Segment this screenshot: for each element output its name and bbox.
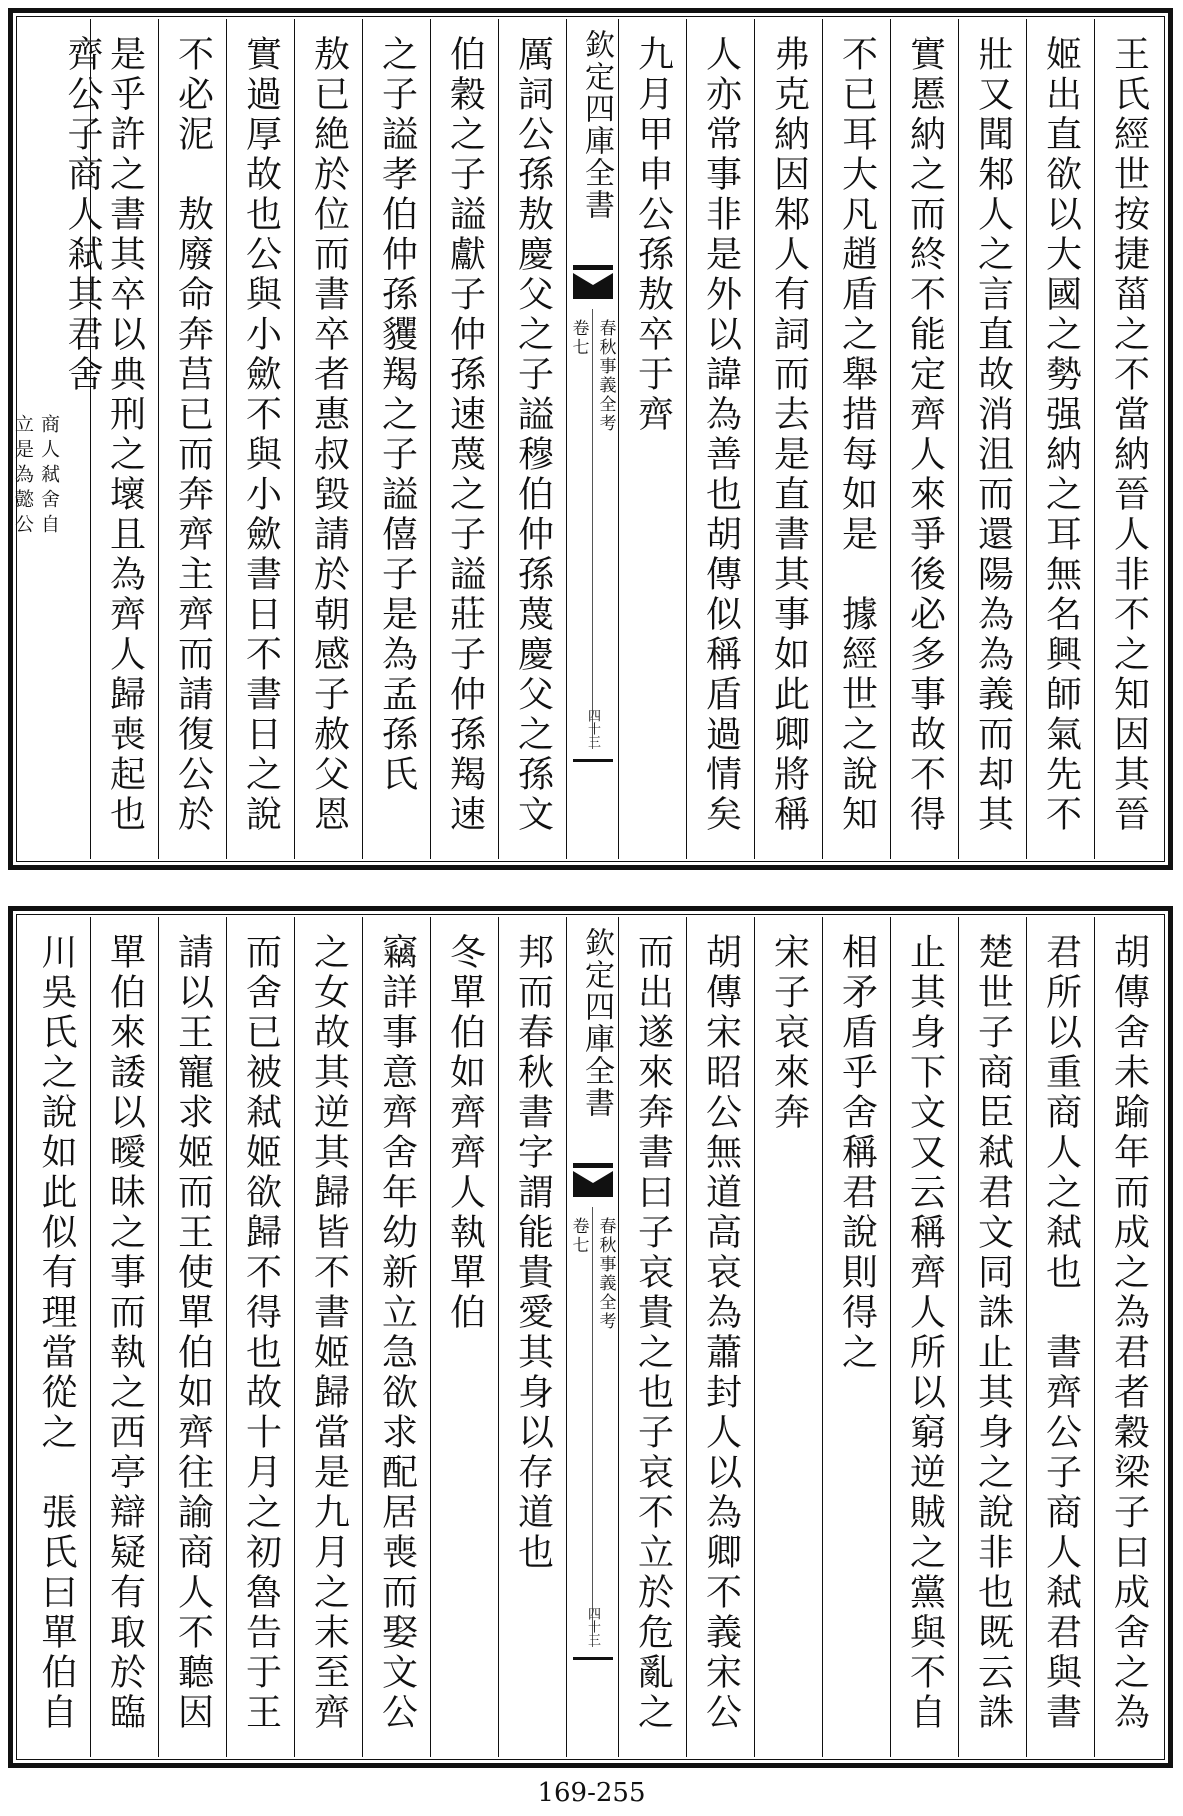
page-footer-number: 169-255 <box>537 1778 646 1808</box>
center-fold-margin <box>566 19 618 859</box>
text-column <box>498 917 566 1757</box>
text-column <box>498 19 566 859</box>
column-text: 不必泥 敖廢命奔莒已而奔齊主齊而請復公於 <box>172 35 214 835</box>
book-subtitle: 春秋事義全考 <box>595 319 616 433</box>
column-text: 相矛盾乎舍稱君說則得之 <box>836 933 878 1373</box>
annotation-note: 商人弒舍自 <box>38 414 60 539</box>
text-column <box>1094 917 1162 1757</box>
column-text: 之女故其逆其歸皆不書姬歸當是九月之末至齊 <box>308 933 350 1733</box>
text-column <box>226 917 294 1757</box>
lower-margin-rule <box>573 1657 613 1660</box>
text-columns-bottom <box>19 917 1162 1757</box>
book-subtitle: 春秋事義全考 <box>595 1217 616 1331</box>
book-title: 欽定四庫全書 <box>579 29 614 221</box>
page-panel-top <box>8 8 1173 870</box>
text-column <box>822 917 890 1757</box>
text-column <box>1026 19 1094 859</box>
text-column <box>822 19 890 859</box>
text-column <box>958 19 1026 859</box>
column-text: 齊公子商人弒其君舍 <box>62 35 103 395</box>
text-column <box>22 917 90 1757</box>
column-text: 單伯來諉以曖昧之事而執之西亭辯疑有取於臨 <box>104 933 146 1733</box>
text-column <box>158 917 226 1757</box>
column-text: 弗克納因邾人有詞而去是直書其事如此卿將稱 <box>768 35 810 835</box>
book-subtitle-block <box>569 319 616 433</box>
text-columns-top <box>12 19 1162 859</box>
column-text: 而舍已被弒姬欲歸不得也故十月之初魯告于王 <box>240 933 282 1733</box>
volume-label: 卷七 <box>568 319 589 357</box>
column-text: 楚世子商臣弒君文同誅止其身之說非也既云誅 <box>972 933 1014 1733</box>
text-column <box>754 917 822 1757</box>
folio-number <box>567 709 618 748</box>
text-column <box>362 917 430 1757</box>
text-column <box>362 19 430 859</box>
column-text: 敖已絶於位而書卒者惠叔毀請於朝感子赦父恩 <box>308 35 350 835</box>
text-column <box>1094 19 1162 859</box>
column-text: 胡傳宋昭公無道高哀為蕭封人以為卿不義宋公 <box>700 933 742 1733</box>
text-column <box>430 19 498 859</box>
text-column <box>890 19 958 859</box>
folio-number <box>567 1607 618 1646</box>
column-text: 王氏經世按捷菑之不當納晉人非不之知因其晉 <box>1108 35 1150 835</box>
column-text: 伯穀之子謚獻子仲孫速蔑之子謚莊子仲孫羯速 <box>444 35 486 835</box>
column-text: 宋子哀來奔 <box>768 933 810 1133</box>
column-text: 胡傳舍未踰年而成之為君者穀梁子曰成舍之為 <box>1108 933 1150 1733</box>
text-column <box>294 19 362 859</box>
page-panel-bottom <box>8 906 1173 1768</box>
text-column <box>890 917 958 1757</box>
column-text: 實過厚故也公與小歛不與小歛書日不書日之說 <box>240 35 282 835</box>
column-text: 邦而春秋書字謂能貴愛其身以存道也 <box>512 933 554 1573</box>
center-fold-margin <box>566 917 618 1757</box>
annotation-note: 立是為懿公 <box>12 414 34 539</box>
column-text: 冬單伯如齊齊人執單伯 <box>444 933 486 1333</box>
column-text: 川吳氏之說如此似有理當從之 張氏曰單伯自 <box>36 933 77 1733</box>
text-column <box>158 19 226 859</box>
column-text: 九月甲申公孫敖卒于齊 <box>632 35 674 435</box>
text-column <box>226 19 294 859</box>
book-subtitle-block <box>569 1217 616 1331</box>
text-column-with-note <box>12 19 103 859</box>
column-text: 實慝納之而終不能定齊人來爭後必多事故不得 <box>904 35 946 835</box>
text-column <box>90 19 158 859</box>
text-column <box>1026 917 1094 1757</box>
column-text: 不已耳大凡趙盾之舉措每如是 據經世之說知 <box>836 35 878 835</box>
text-column <box>686 917 754 1757</box>
text-column <box>618 917 686 1757</box>
folio-number-text: 四十三 <box>585 709 600 748</box>
text-column <box>754 19 822 859</box>
folio-number-text: 四十三 <box>585 1607 600 1646</box>
text-column <box>686 19 754 859</box>
column-text: 壯又聞邾人之言直故消沮而還陽為為義而却其 <box>972 35 1014 835</box>
fishtail-mark-icon <box>573 265 613 299</box>
fishtail-mark-icon <box>573 1163 613 1197</box>
column-text: 姬出直欲以大國之勢强納之耳無名興師氣先不 <box>1040 35 1082 835</box>
text-column <box>618 19 686 859</box>
text-column <box>90 917 158 1757</box>
text-column <box>958 917 1026 1757</box>
column-text: 厲詞公孫敖慶父之子謚穆伯仲孫蔑慶父之孫文 <box>512 35 554 835</box>
lower-margin-rule <box>573 759 613 762</box>
volume-label: 卷七 <box>568 1217 589 1255</box>
column-text: 人亦常事非是外以諱為善也胡傳似稱盾過情矣 <box>700 35 742 835</box>
text-column <box>294 917 362 1757</box>
column-text: 請以王寵求姬而王使單伯如齊往諭商人不聽因 <box>172 933 214 1733</box>
text-column <box>430 917 498 1757</box>
column-text: 竊詳事意齊舍年幼新立急欲求配居喪而娶文公 <box>376 933 418 1733</box>
column-text: 是乎許之書其卒以典刑之壞且為齊人歸喪起也 <box>104 35 146 835</box>
book-title: 欽定四庫全書 <box>579 927 614 1119</box>
column-text: 之子謚孝伯仲孫貜羯之子謚僖子是為孟孫氏 <box>376 35 418 795</box>
column-text: 君所以重商人之弒也 書齊公子商人弒君與書 <box>1040 933 1082 1733</box>
column-text: 止其身下文又云稱齊人所以窮逆賊之黨與不自 <box>904 933 946 1733</box>
column-text: 而出遂來奔書曰子哀貴之也子哀不立於危亂之 <box>632 933 674 1733</box>
